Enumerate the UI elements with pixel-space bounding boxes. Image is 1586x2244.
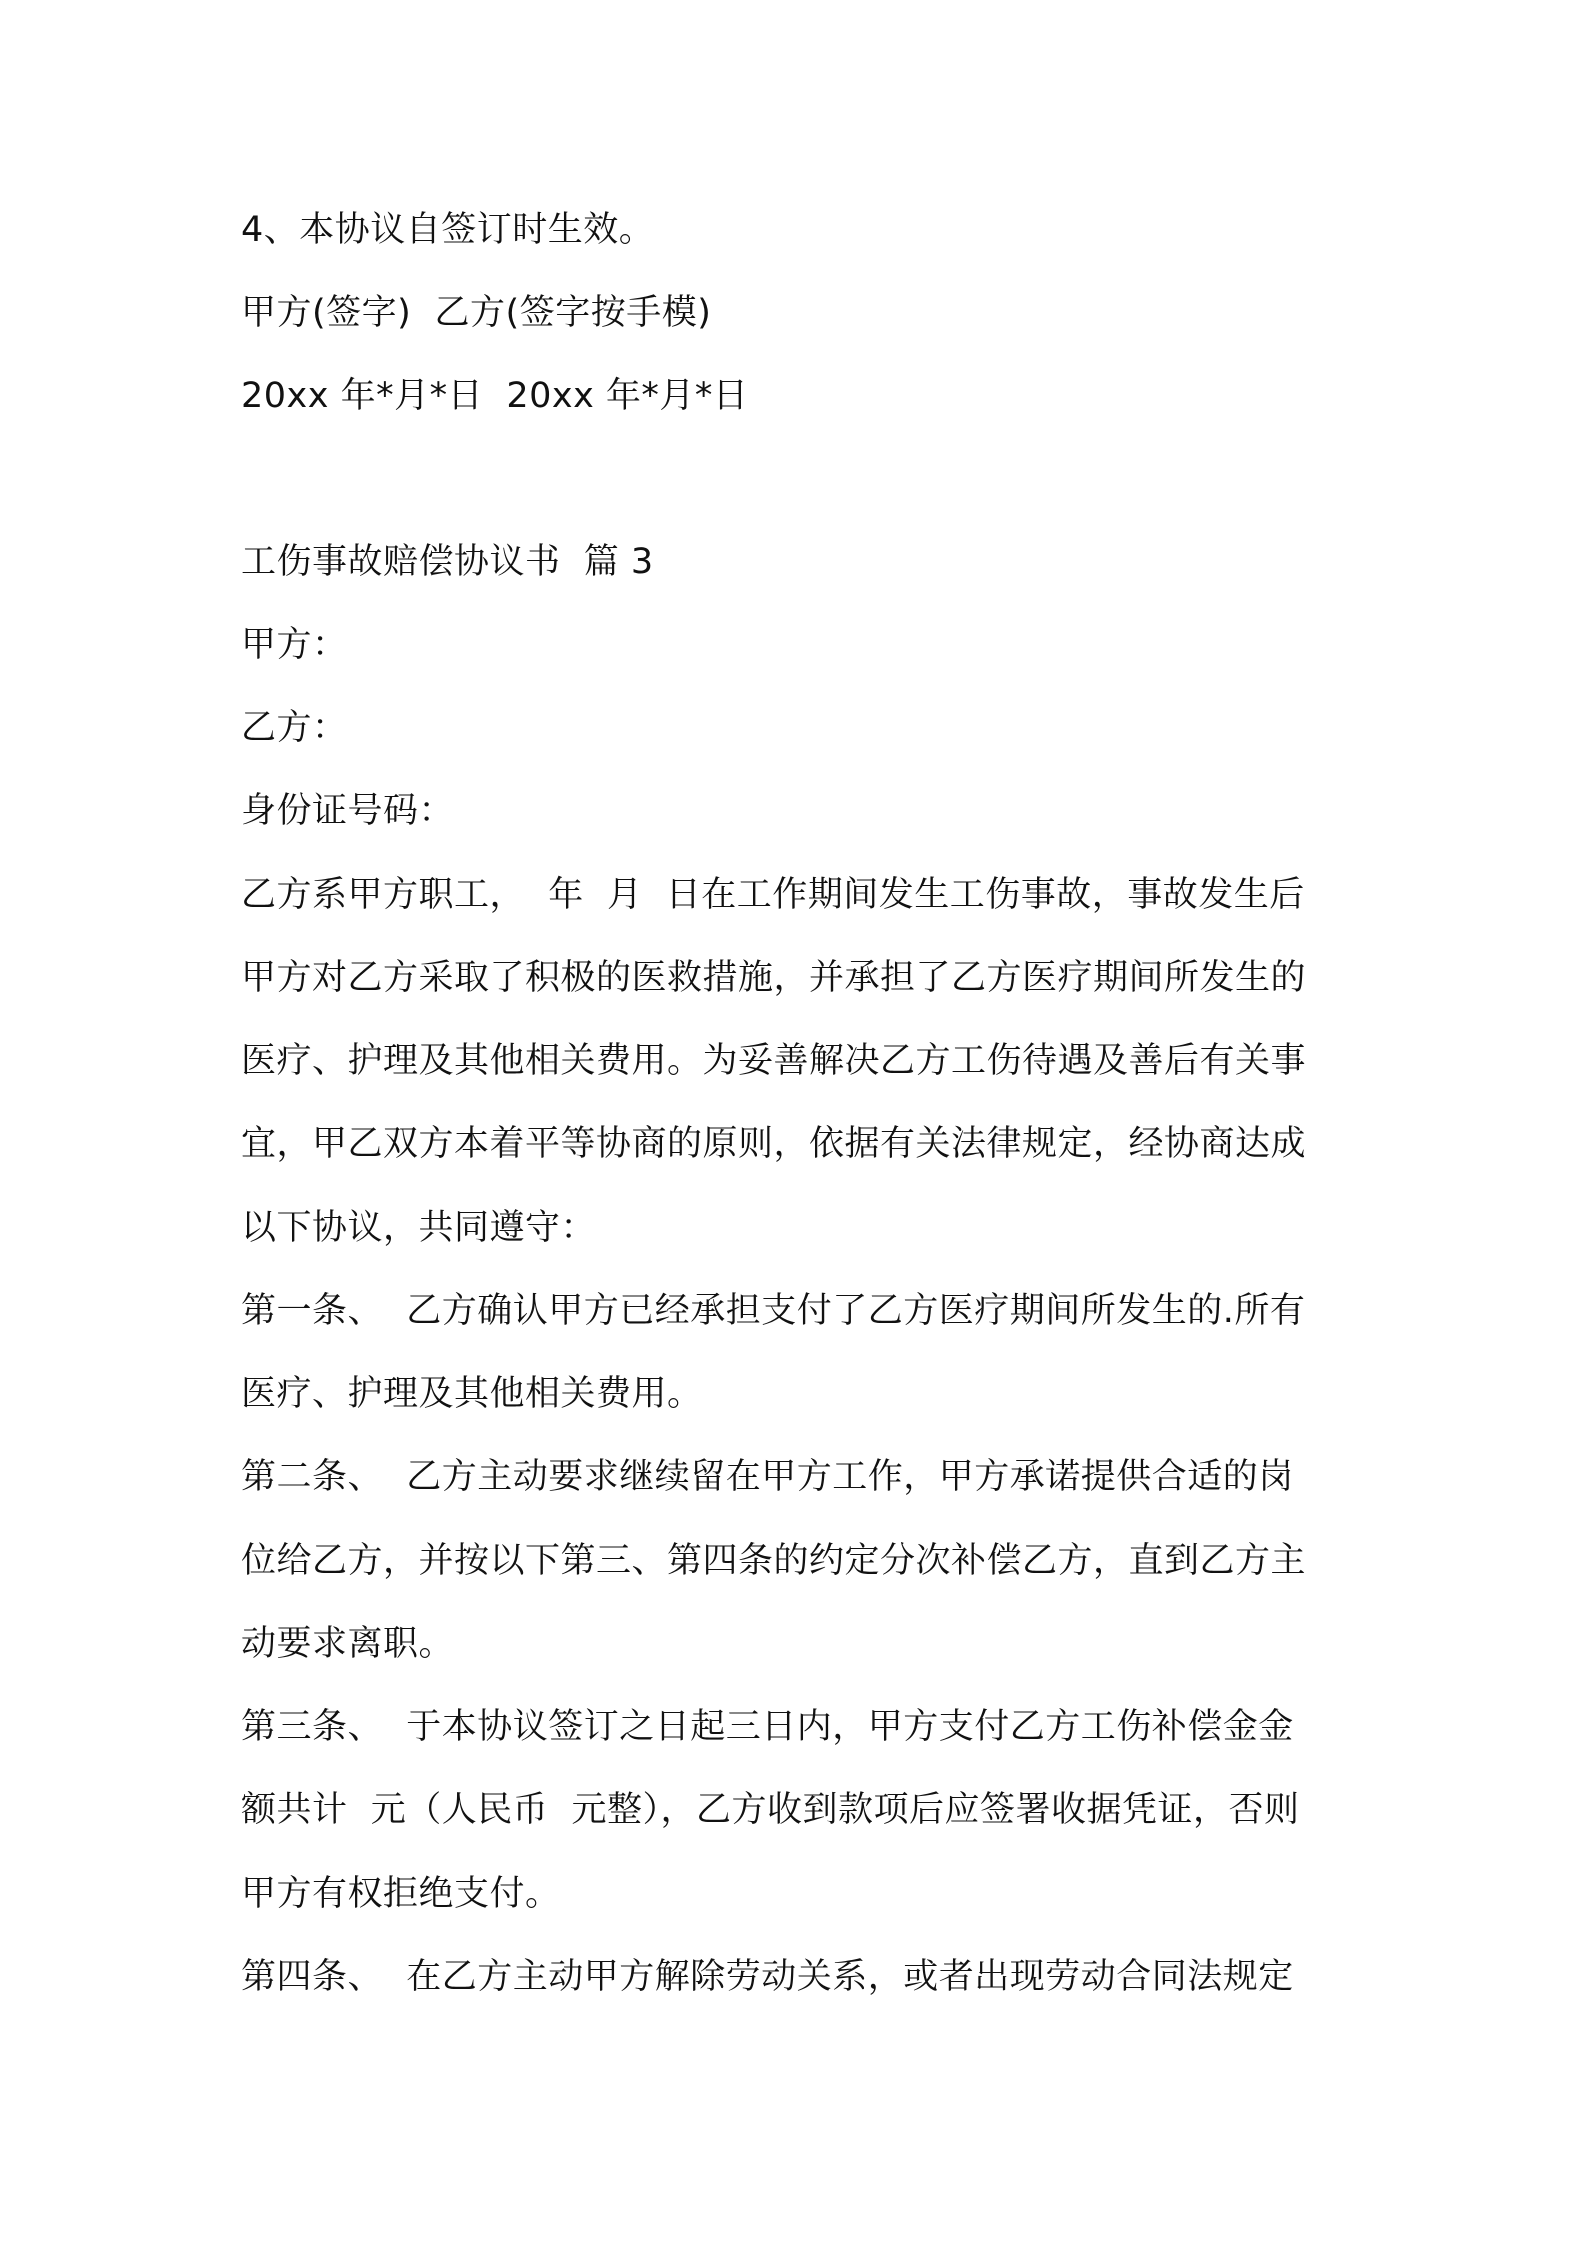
section-title: 工伤事故赔偿协议书 篇 3 (241, 542, 654, 582)
party-b-label: 乙方： (241, 708, 348, 748)
party-a-label: 甲方： (241, 625, 348, 665)
date-line: 20xx 年*月*日 20xx 年*月*日 (241, 376, 749, 416)
preamble-line-4: 宜，甲乙双方本着平等协商的原则，依据有关法律规定，经协商达成 (241, 1124, 1307, 1164)
preamble-line-3: 医疗、护理及其他相关费用。为妥善解决乙方工伤待遇及善后有关事 (241, 1041, 1307, 1081)
article-2-line-1: 第二条、 乙方主动要求继续留在甲方工作，甲方承诺提供合适的岗 (241, 1457, 1294, 1497)
preamble-line-5: 以下协议，共同遵守： (241, 1208, 597, 1248)
preamble-line-2: 甲方对乙方采取了积极的医救措施，并承担了乙方医疗期间所发生的 (241, 958, 1307, 998)
clause-4-effective: 4、本协议自签订时生效。 (241, 210, 655, 250)
article-3-line-2: 额共计 元（人民币 元整），乙方收到款项后应签署收据凭证，否则 (241, 1790, 1300, 1830)
id-number-label: 身份证号码： (241, 791, 455, 831)
article-2-line-3: 动要求离职。 (241, 1624, 455, 1664)
article-2-line-2: 位给乙方，并按以下第三、第四条的约定分次补偿乙方，直到乙方主 (241, 1541, 1307, 1581)
preamble-line-1: 乙方系甲方职工， 年 月 日在工作期间发生工伤事故，事故发生后 (241, 875, 1305, 915)
article-3-line-1: 第三条、 于本协议签订之日起三日内，甲方支付乙方工伤补偿金金 (241, 1707, 1294, 1747)
article-1-line-1: 第一条、 乙方确认甲方已经承担支付了乙方医疗期间所发生的.所有 (241, 1291, 1306, 1331)
article-3-line-3: 甲方有权拒绝支付。 (241, 1874, 561, 1914)
article-1-line-2: 医疗、护理及其他相关费用。 (241, 1374, 703, 1414)
signature-line: 甲方(签字) 乙方(签字按手模) (241, 293, 712, 333)
article-4-line-1: 第四条、 在乙方主动甲方解除劳动关系，或者出现劳动合同法规定 (241, 1957, 1294, 1997)
